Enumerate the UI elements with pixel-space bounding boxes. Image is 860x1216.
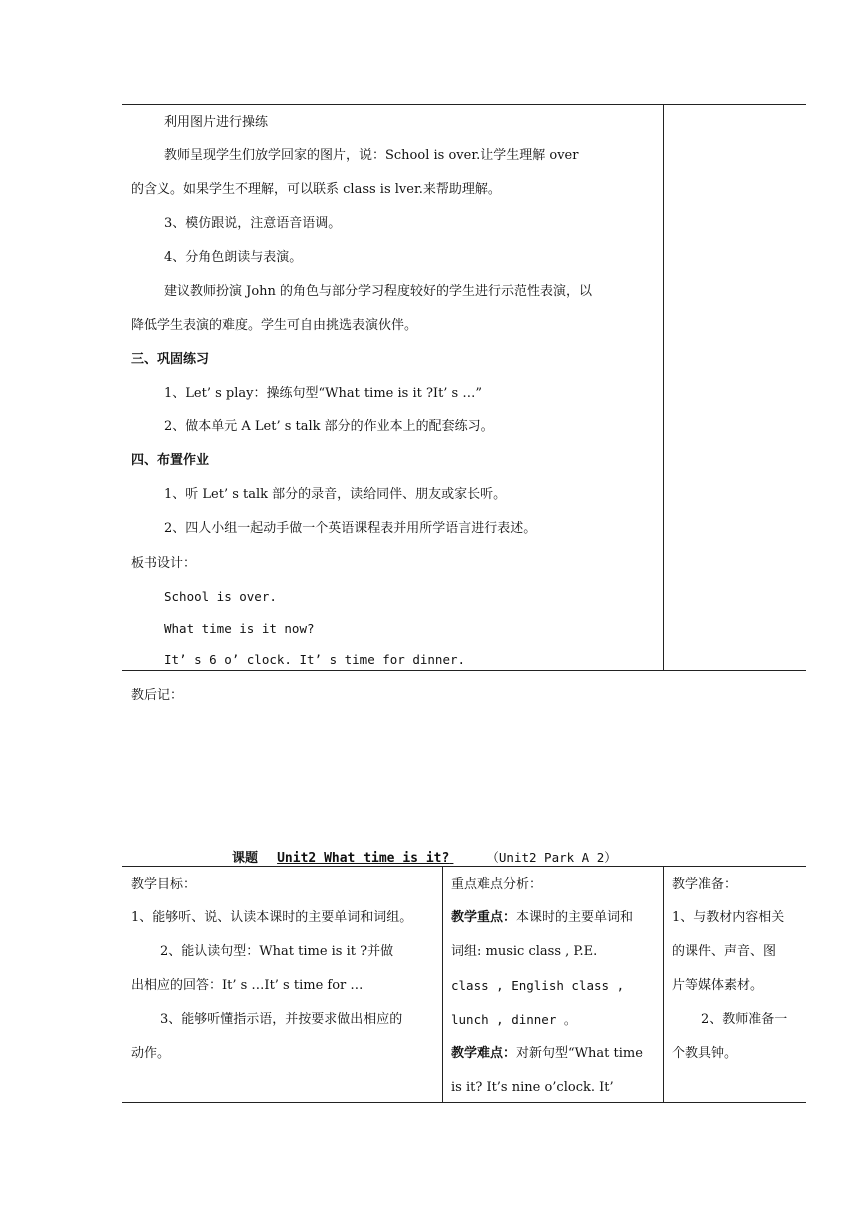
text-line: 降低学生表演的难度。学生可自由挑选表演伙伴。 — [131, 318, 418, 333]
text-line: 2、能认读句型：What time is it ?并做 — [160, 944, 394, 959]
text-line: 3、模仿跟说，注意语音语调。 — [164, 216, 342, 231]
top-table-top-border — [122, 104, 806, 105]
bottom-table-divider-1 — [442, 866, 443, 1103]
text-line: 教师呈现学生们放学回家的图片，说：School is over.让学生理解 over — [164, 148, 579, 163]
text-line: 词组: music class , P.E. — [451, 944, 598, 959]
board-line: What time is it now? — [164, 621, 315, 636]
top-table-bottom-border — [122, 670, 806, 671]
column-header: 重点难点分析： — [451, 877, 543, 892]
text-line: class , English class , — [451, 978, 625, 993]
section-heading: 四、布置作业 — [131, 453, 210, 468]
list-item: 2、做本单元 A Let’ s talk 部分的作业本上的配套练习。 — [164, 419, 494, 434]
after-class-note-label: 教后记： — [131, 688, 184, 703]
top-table-column-divider — [663, 104, 664, 671]
bottom-table-divider-2 — [663, 866, 664, 1103]
text-line: is it? It’s nine o’clock. It’ — [451, 1080, 614, 1095]
text-line: 利用图片进行操练 — [164, 115, 269, 130]
bottom-table-bottom-border — [122, 1102, 806, 1103]
text-line: 的课件、声音、图 — [672, 944, 777, 959]
difficulty-text: 对新句型“What time — [516, 1046, 643, 1061]
lesson-title-row — [232, 847, 617, 866]
text-line: 1、能够听、说、认读本课时的主要单词和词组。 — [131, 910, 413, 925]
text-line: 个教具钟。 — [672, 1046, 738, 1061]
list-item: 2、四人小组一起动手做一个英语课程表并用所学语言进行表述。 — [164, 521, 537, 536]
text-line: 2、教师准备一 — [701, 1012, 788, 1027]
focus-label: 教学重点： — [451, 910, 517, 925]
text-line: 3、能够听懂指示语，并按要求做出相应的 — [160, 1012, 403, 1027]
board-line: School is over. — [164, 589, 277, 604]
lesson-title: Unit2 What time is it? — [277, 851, 450, 866]
text-line: 1、与教材内容相关 — [672, 910, 785, 925]
focus-line — [451, 910, 633, 926]
text-line: 出相应的回答：It’ s …It’ s time for … — [131, 978, 364, 993]
lesson-subtitle: （Unit2 Park A 2） — [486, 850, 617, 865]
text-line: 4、分角色朗读与表演。 — [164, 250, 303, 265]
focus-text: 本课时的主要单词和 — [516, 910, 634, 925]
text-line: 建议教师扮演 John 的角色与部分学习程度较好的学生进行示范性表演，以 — [164, 284, 593, 299]
text-line: lunch , dinner 。 — [451, 1012, 577, 1027]
difficulty-line — [451, 1046, 643, 1062]
text-line: 动作。 — [131, 1046, 171, 1061]
text-line: 的含义。如果学生不理解，可以联系 class is lver.来帮助理解。 — [131, 182, 501, 197]
list-item: 1、Let’ s play：操练句型“What time is it ?It’ s …” — [164, 386, 483, 401]
difficulty-label: 教学难点： — [451, 1046, 517, 1061]
board-design-label: 板书设计： — [131, 556, 197, 571]
section-heading: 三、巩固练习 — [131, 352, 210, 367]
list-item: 1、听 Let’ s talk 部分的录音，读给同伴、朋友或家长听。 — [164, 487, 507, 502]
lesson-label: 课题 — [232, 851, 259, 866]
board-line: It’ s 6 o’ clock. It’ s time for dinner. — [164, 652, 466, 667]
column-header: 教学准备： — [672, 877, 738, 892]
column-header: 教学目标： — [131, 877, 197, 892]
bottom-table-top-border — [122, 866, 806, 867]
text-line: 片等媒体素材。 — [672, 978, 764, 993]
